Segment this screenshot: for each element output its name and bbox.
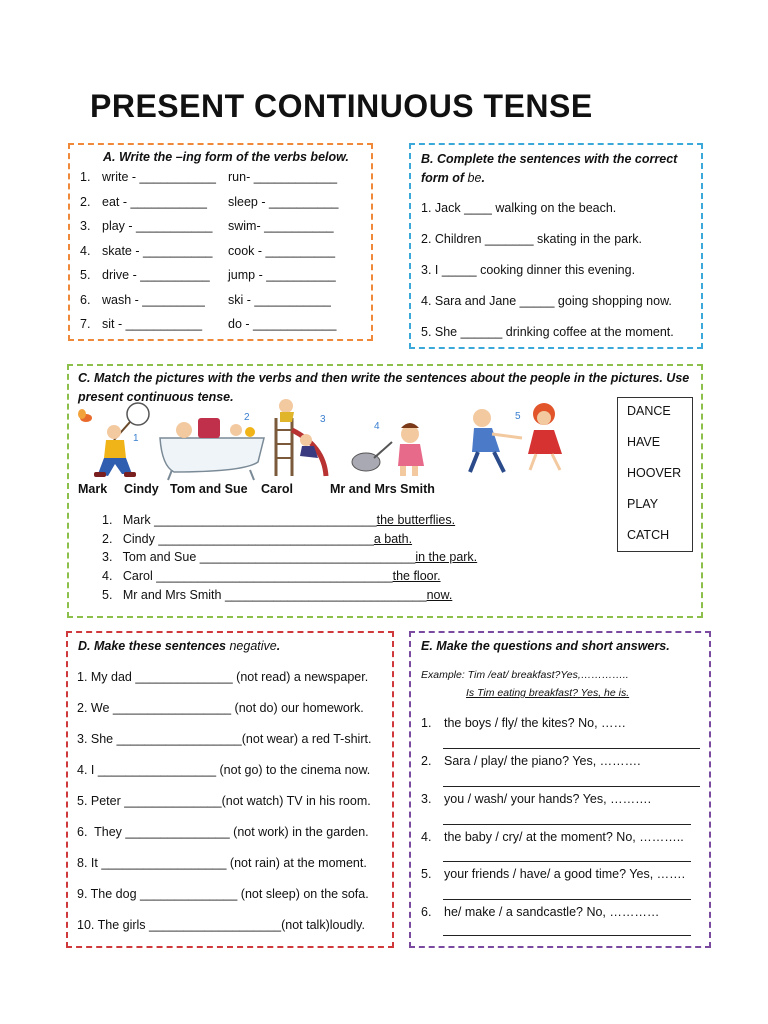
- answer-line: [443, 786, 700, 787]
- girl-in-bath-picture: [160, 418, 264, 480]
- list-item: 1. Jack ____ walking on the beach.: [421, 201, 617, 215]
- picture-label: Mark: [78, 482, 108, 496]
- question-text: he/ make / a sandcastle? No, …………: [444, 905, 660, 919]
- list-item: 3. Tom and Sue _______________________________in the park.: [102, 550, 478, 564]
- verb-item: DANCE: [627, 404, 671, 418]
- picture-number: 4: [374, 421, 380, 432]
- list-item: 1. My dad ______________ (not read) a newspaper.: [77, 670, 369, 684]
- question-text: Sara / play/ the piano? Yes, ……….: [444, 754, 641, 768]
- answer-line: [443, 824, 691, 825]
- picture-label: Cindy: [124, 482, 159, 496]
- list-item: 4. I _________________ (not go) to the cinema now.: [77, 763, 371, 777]
- children-on-slide-picture: [276, 399, 326, 476]
- picture-number: 1: [133, 433, 139, 444]
- answer-line: [443, 899, 691, 900]
- page-title: PRESENT CONTINUOUS TENSE: [90, 88, 593, 124]
- list-item: 1. Mark ________________________________the butterflies.: [102, 513, 456, 527]
- list-item: 3.: [421, 792, 432, 806]
- picture-label: Tom and Sue: [170, 482, 248, 496]
- list-item: 10. The girls ___________________(not talk)loudly.: [77, 918, 365, 932]
- verb-item: HAVE: [627, 435, 661, 449]
- list-item: 2. We _________________ (not do) our homework.: [77, 701, 364, 715]
- girl-hoovering-picture: [352, 423, 424, 476]
- list-item: 5. She ______ drinking coffee at the moment.: [421, 325, 674, 339]
- question-text: your friends / have/ a good time? Yes, …….: [444, 867, 686, 881]
- list-item: 5. Peter ______________(not watch) TV in his room.: [77, 794, 371, 808]
- answer-line: [443, 935, 691, 936]
- section-a-heading: A. Write the –ing form of the verbs below.: [103, 150, 349, 164]
- section-d-heading: D. Make these sentences negative.: [78, 639, 281, 653]
- question-text: the baby / cry/ at the moment? No, ………..: [444, 830, 684, 844]
- list-item: 9. The dog ______________ (not sleep) on the sofa.: [77, 887, 369, 901]
- example-question: Example: Tim /eat/ breakfast?Yes,…………..: [421, 669, 629, 681]
- list-item: 4.: [421, 830, 432, 844]
- list-item: 3. I _____ cooking dinner this evening.: [421, 263, 636, 277]
- list-item: 6.: [421, 905, 432, 919]
- list-item: 4. Sara and Jane _____ going shopping now.: [421, 294, 672, 308]
- verb-item: HOOVER: [627, 466, 682, 480]
- verb-item: PLAY: [627, 497, 659, 511]
- question-text: you / wash/ your hands? Yes, ……….: [444, 792, 652, 806]
- list-item: 5.: [421, 867, 432, 881]
- list-item: 2.: [421, 754, 432, 768]
- picture-label: Carol: [261, 482, 293, 496]
- list-item: 5. Mr and Mrs Smith _____________________________now.: [102, 588, 453, 602]
- section-e-heading: E. Make the questions and short answers.: [421, 639, 670, 653]
- question-text: the boys / fly/ the kites? No, ……: [444, 716, 627, 730]
- verb-box: [617, 397, 693, 552]
- list-item: 2. Cindy _______________________________a bath.: [102, 532, 413, 546]
- list-item: 3. She __________________(not wear) a red T-shirt.: [77, 732, 372, 746]
- list-item: 8. It __________________ (not rain) at the moment.: [77, 856, 367, 870]
- answer-line: [443, 748, 700, 749]
- picture-number: 3: [320, 414, 326, 425]
- verb-item: CATCH: [627, 528, 670, 542]
- list-item: 1.: [421, 716, 432, 730]
- list-item: 4. Carol __________________________________the floor.: [102, 569, 441, 583]
- picture-number: 5: [515, 411, 521, 422]
- example-answer: Is Tim eating breakfast? Yes, he is.: [466, 687, 630, 699]
- answer-line: [443, 861, 691, 862]
- list-item: 6. They _______________ (not work) in the garden.: [77, 825, 369, 839]
- picture-number: 2: [244, 412, 250, 423]
- list-item: 2. Children _______ skating in the park.: [421, 232, 642, 246]
- section-c-heading: C. Match the pictures with the verbs and then write the sentences about the people in the pictures. Use present continuous tense.: [78, 371, 690, 404]
- section-b-heading: B. Complete the sentences with the correct form of be.: [421, 152, 678, 185]
- picture-label: Mr and Mrs Smith: [330, 482, 435, 496]
- section-c-pictures: [74, 396, 594, 482]
